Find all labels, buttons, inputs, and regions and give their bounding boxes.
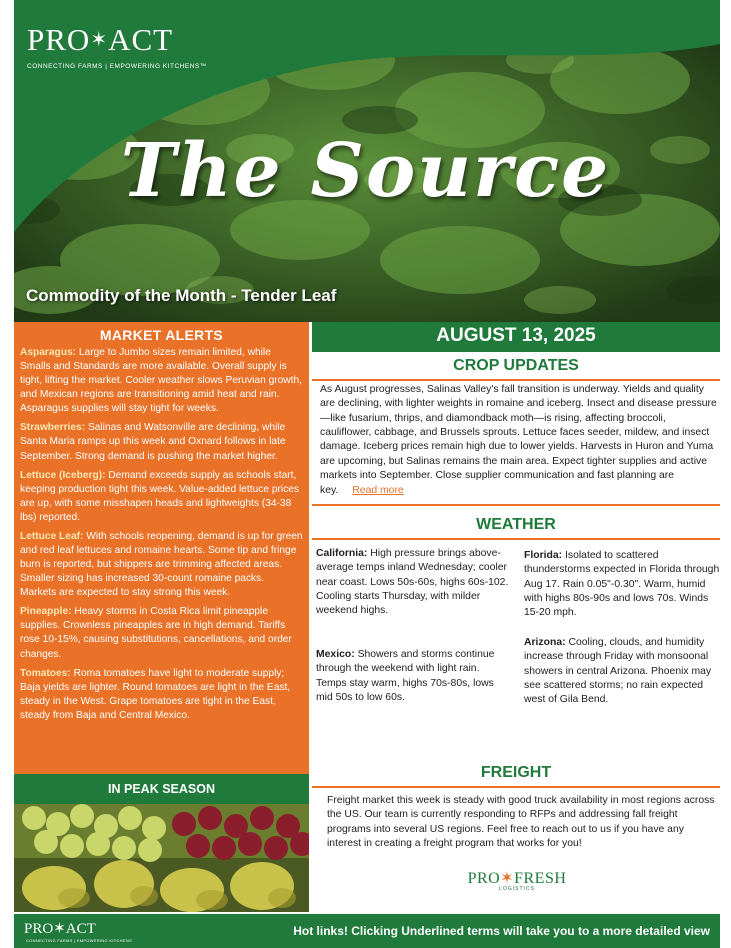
weather-text: Showers and storms continue through the weekend with light rain. Temps stay warm, highs 70s-80s, lows mid 50s to low 60s. bbox=[316, 649, 495, 704]
read-more-link[interactable]: Read more bbox=[352, 484, 404, 496]
weather-region-link[interactable]: Mexico: bbox=[316, 649, 355, 660]
alert-name-link[interactable]: Lettuce (Iceberg): bbox=[20, 469, 106, 481]
footer-bar bbox=[14, 914, 720, 948]
commodity-of-month[interactable]: Commodity of the Month - Tender Leaf bbox=[26, 286, 337, 305]
pf-logo-right: FRESH bbox=[514, 870, 567, 887]
weather-text: Cooling, clouds, and humidity increase through Friday with monsoonal showers in central Arizona. Phoenix may see scattered storms; no rain expected west of Gila Bend. bbox=[524, 637, 712, 706]
issue-date: AUGUST 13, 2025 bbox=[312, 322, 720, 352]
section-divider bbox=[312, 504, 720, 506]
weather-text: Isolated to scattered thunderstorms expected in Florida through Aug 17. Rain 0.05"-0.30". Warm, humid with highs 80s-90s and lows 70s. Winds 15-20 mph. bbox=[524, 550, 720, 619]
grapes-and-pears-image bbox=[14, 804, 309, 912]
weather-california bbox=[316, 547, 510, 619]
star-icon: ✶ bbox=[90, 29, 109, 51]
newsletter-title: The Source bbox=[120, 128, 611, 214]
alert-lettuce-leaf bbox=[20, 530, 303, 600]
alert-text: Demand exceeds supply as schools start, keeping production tight this week. Value-added lettuce prices are up, with some misshapen heads and lightweights (34-38 lbs) reported. bbox=[20, 469, 300, 523]
alert-name-link[interactable]: Lettuce Leaf: bbox=[20, 530, 84, 542]
weather-heading: WEATHER bbox=[476, 516, 556, 533]
hero-banner bbox=[0, 0, 731, 322]
peak-season-heading: IN PEAK SEASON bbox=[14, 774, 309, 804]
freight-body: Freight market this week is steady with good truck availability in most regions across the US. Our team is currently responding to RFPs and addressing fall freight programs into several US regions. Feel free to reach out to us if you have any interest in creating a freight program that works for you! bbox=[327, 795, 715, 850]
hot-links-note: Hot links! Clicking Underlined terms will take you to a more detailed view bbox=[293, 924, 710, 938]
alert-text: With schools reopening, demand is up for green and red leaf lettuces and romaine hearts. Some tip and fringe burn is reported, but shippers are trimming affected areas. Smaller sizing has increased 30-count romaine packs. Markets are expected to stay strong this week. bbox=[20, 530, 303, 599]
alert-name-link[interactable]: Strawberries: bbox=[20, 422, 86, 434]
star-icon: ✶ bbox=[500, 870, 515, 887]
weather-region-link[interactable]: Arizona: bbox=[524, 637, 566, 648]
weather-region-link[interactable]: California: bbox=[316, 548, 368, 559]
alert-text: Roma tomatoes have light to moderate supply; Baja yields are lighter. Round tomatoes are light in the East, steady in the West. Grape tomatoes are tight in the East, steady from Baja and Central Mexico. bbox=[20, 667, 291, 721]
market-alerts-panel bbox=[14, 322, 309, 774]
alert-text: Large to Jumbo sizes remain limited, while Smalls and Standards are more available. Overall supply is tight, lifting the market. Cooler weather slows Peruvian growth, and Mexican regions are transitioning amid heat and rain. Asparagus supplies will stay tight for weeks. bbox=[20, 347, 302, 415]
crop-updates-heading: CROP UPDATES bbox=[453, 357, 579, 374]
alert-pineapple bbox=[20, 605, 303, 661]
weather-region-link[interactable]: Florida: bbox=[524, 550, 563, 561]
crop-updates-text: As August progresses, Salinas Valley's fall transition is underway. Yields and quality are declining, with lighter weights in romaine and iceberg. Insect and disease pressure—like fusarium, thrips, and diamondback moth—is rising, affecting broccoli, cauliflower, cabbage, and Brussels sprouts. Lettuce faces seeder, mildew, and insect damage. Iceberg prices remain high due to lower yields. Harvests in Huron and Yuma are upcoming, but Salinas remains the main area. Expect tighter supplies and active markets into September. Close supplier communication and fast planning are key. bbox=[320, 384, 717, 496]
footer-logo[interactable]: PRO✶ACT bbox=[24, 921, 96, 937]
proact-logo[interactable] bbox=[27, 24, 207, 70]
profresh-logistics-logo[interactable] bbox=[460, 868, 574, 894]
brand-tagline: CONNECTING FARMS | EMPOWERING KITCHENS™ bbox=[27, 63, 207, 70]
alert-strawberries bbox=[20, 421, 303, 463]
alert-name-link[interactable]: Asparagus: bbox=[20, 347, 77, 358]
alert-lettuce-iceberg bbox=[20, 469, 303, 525]
weather-divider bbox=[312, 538, 720, 540]
alert-tomatoes bbox=[20, 667, 303, 723]
crop-updates-divider bbox=[312, 379, 720, 381]
crop-updates-body bbox=[320, 383, 718, 498]
alert-text: Heavy storms in Costa Rica limit pineapple supplies. Crownless pineapples are in high demand. Tariffs rose 10-15%, causing substitutions, cancellations, and order changes. bbox=[20, 606, 292, 660]
weather-arizona bbox=[524, 636, 720, 708]
alert-name-link[interactable]: Tomatoes: bbox=[20, 667, 71, 679]
weather-mexico bbox=[316, 648, 510, 705]
alert-asparagus bbox=[20, 346, 303, 416]
logo-text-left: PRO bbox=[27, 22, 91, 57]
freight-divider bbox=[312, 786, 720, 788]
alert-name-link[interactable]: Pineapple: bbox=[20, 606, 72, 618]
weather-florida bbox=[524, 549, 720, 621]
footer-tagline: CONNECTING FARMS | EMPOWERING KITCHENS bbox=[26, 938, 132, 943]
alert-text: Salinas and Watsonville are declining, while Santa Maria ramps up this week and Oxnard follows in late September. Strong demand is pushing the market higher. bbox=[20, 422, 286, 462]
weather-text: High pressure brings above-average temps inland Wednesday; cooler near coast. Lows 50s-60s, highs 60s-102. Cooling starts Thursday, with milder weekend highs. bbox=[316, 548, 509, 617]
pf-logo-left: PRO bbox=[467, 870, 501, 887]
logo-text-right: ACT bbox=[108, 22, 174, 57]
pf-logo-sub: LOGISTICS bbox=[499, 886, 535, 892]
freight-heading: FREIGHT bbox=[480, 764, 552, 781]
market-alerts-heading: MARKET ALERTS bbox=[99, 327, 224, 343]
